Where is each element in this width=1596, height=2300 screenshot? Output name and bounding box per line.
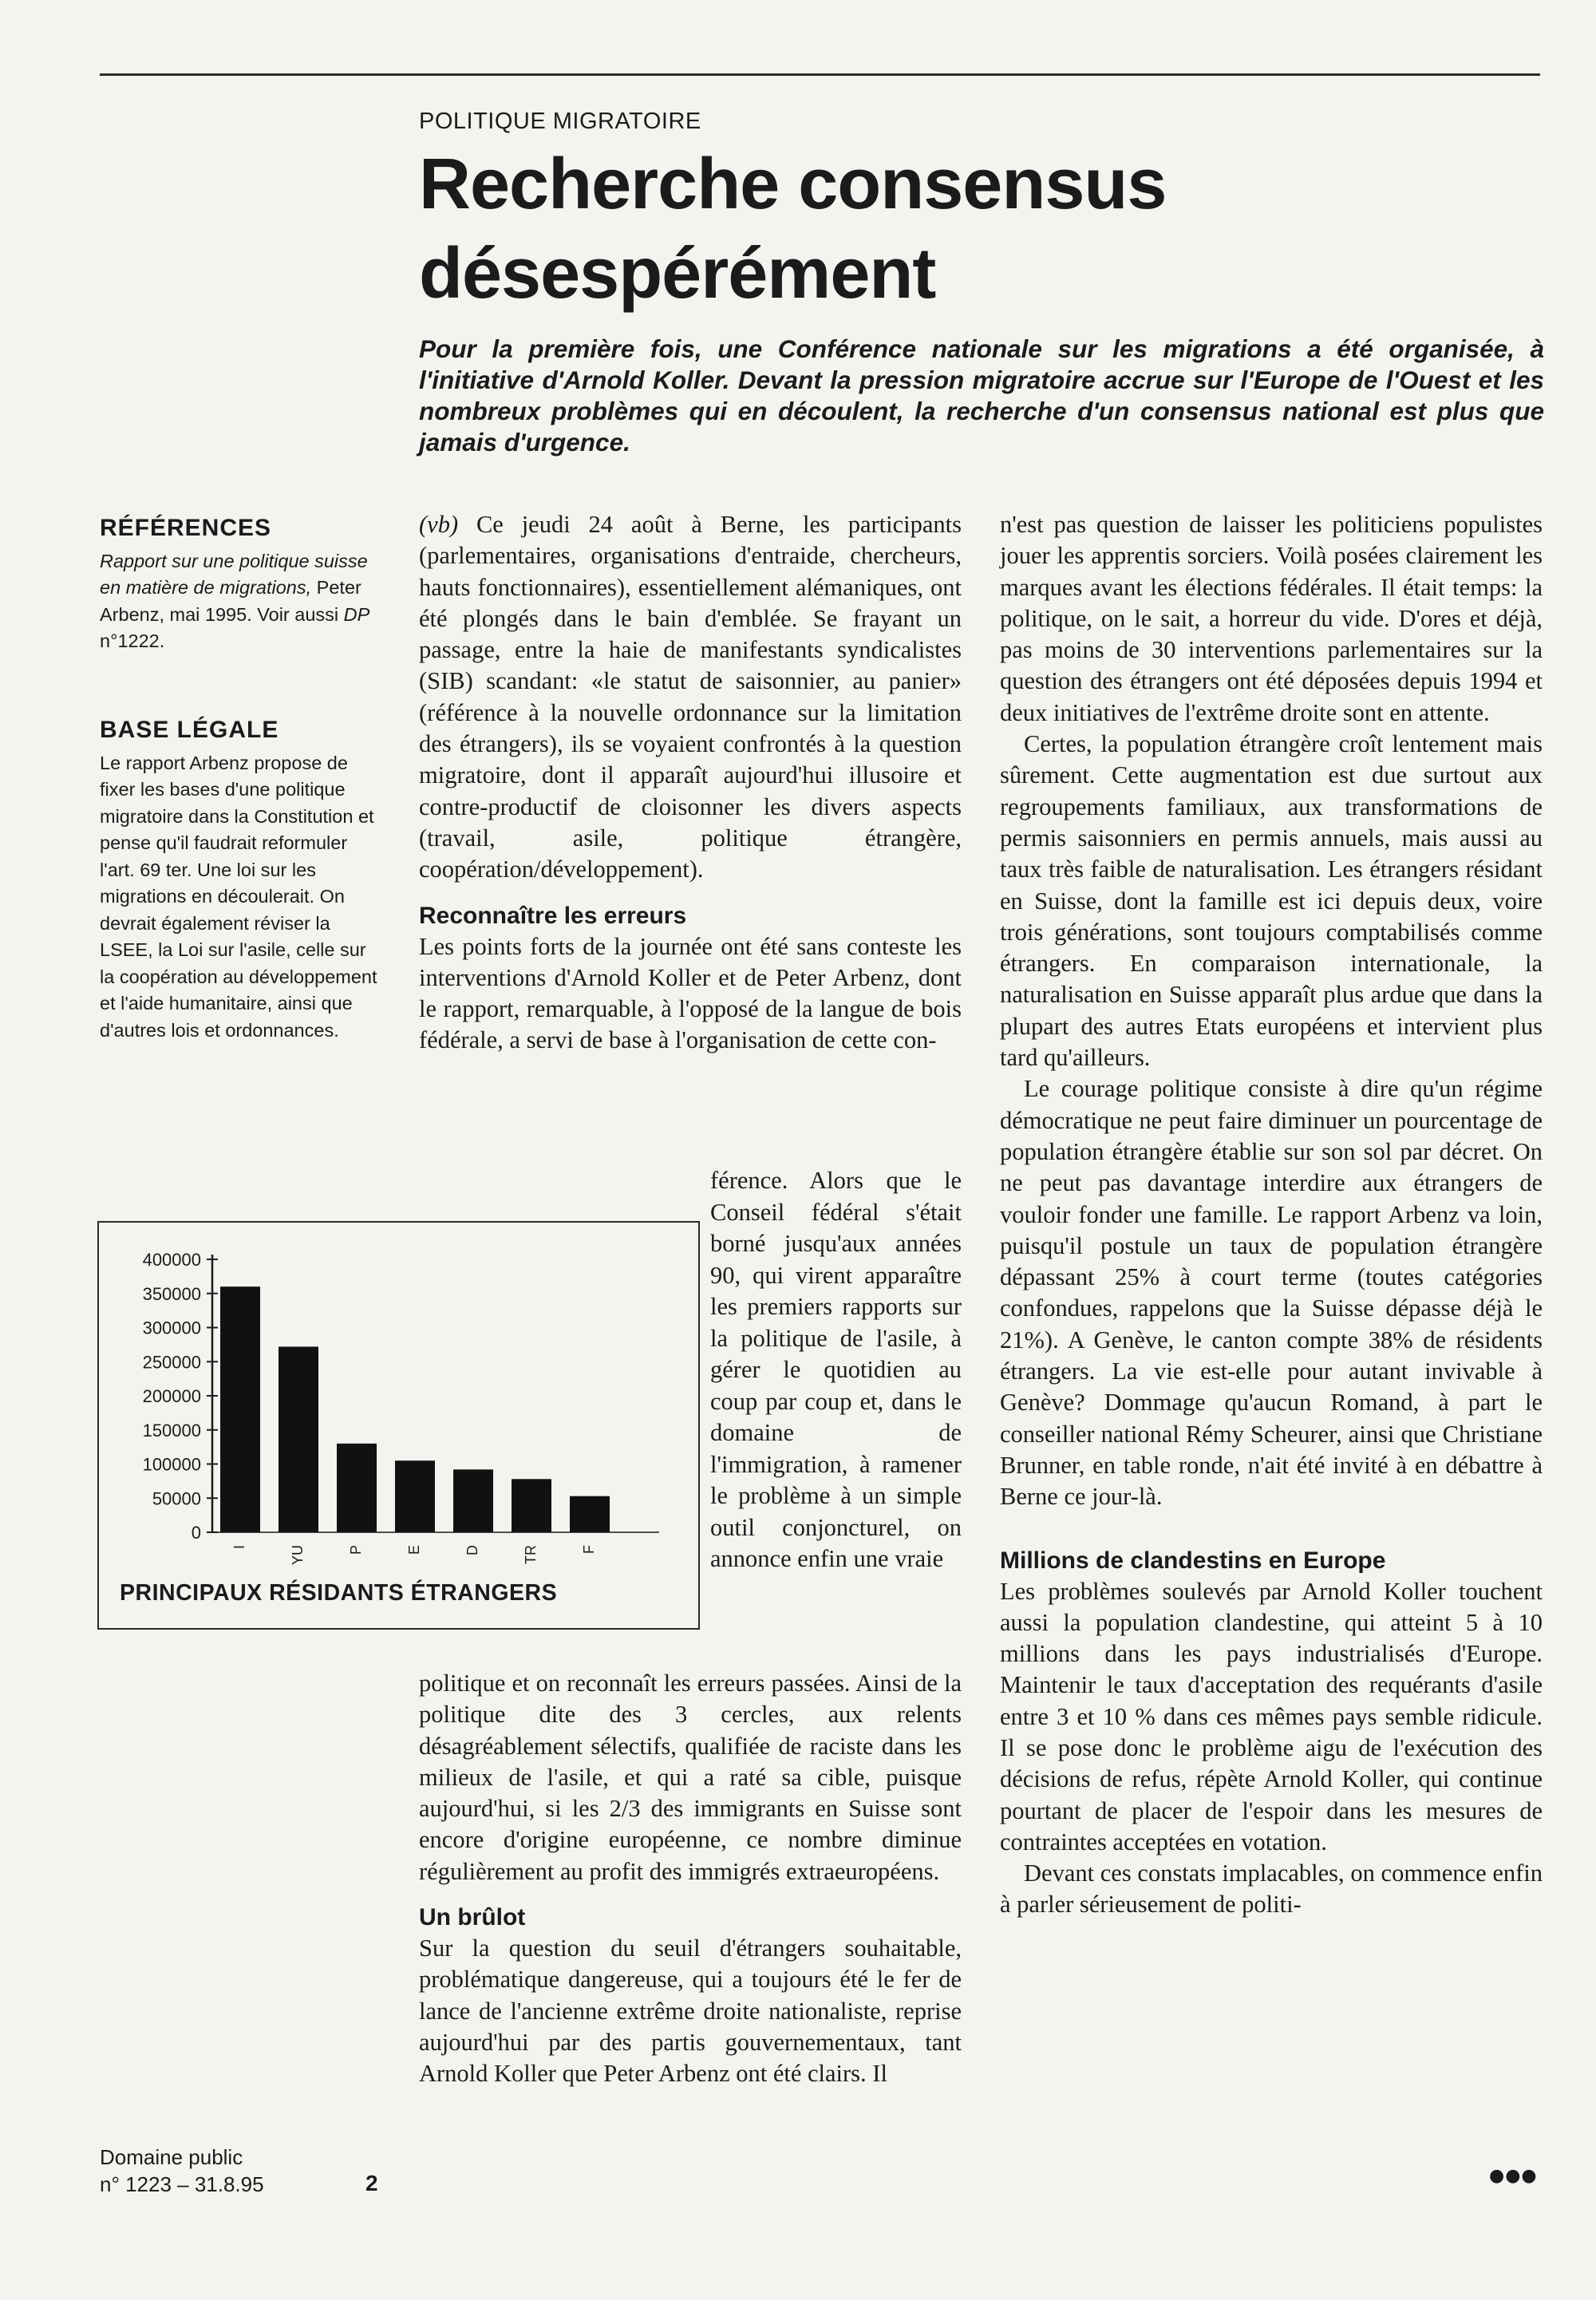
- x-tick-label: I: [231, 1545, 247, 1550]
- y-tick-label: 200000: [142, 1386, 201, 1406]
- y-tick-label: 100000: [142, 1454, 201, 1475]
- x-tick-label: F: [580, 1545, 597, 1554]
- top-rule: [100, 73, 1540, 76]
- bar: [453, 1469, 493, 1532]
- x-tick-label: E: [405, 1545, 422, 1555]
- references-text: Rapport sur une politique suisse en matière de migrations, Peter Arbenz, mai 1995. Voir aussi DP n°1222.: [100, 550, 370, 651]
- issue-number: n° 1223 – 31.8.95: [100, 2172, 264, 2196]
- x-tick-label: D: [464, 1545, 480, 1555]
- paragraph: Les problèmes soulevés par Arnold Koller touchent aussi la population clandestine, qui atteint 5 à 10 millions dans les pays industrialisés d'Europe. Maintenir le taux d'acceptation des requérants d'asile entre 3 et 10 % dans ces mêmes pays semble ridicule. Il se pose donc le problème aigu de l'exécution des décisions de refus, répète Arnold Koller, qui continue pourtant de placer de l'espoir dans les mesures de contraintes acceptées en votation.: [1000, 1577, 1543, 1855]
- sidebar-references: [100, 515, 379, 655]
- sidebar-base-legale: [100, 717, 379, 1044]
- y-tick-label: 300000: [142, 1318, 201, 1338]
- article-lead: Pour la première fois, une Conférence nationale sur les migrations a été organisée, à l'initiative d'Arnold Koller. Devant la pression migratoire accrue sur l'Europe de l'Ouest et les nombreux problèmes qui en découlent, la recherche d'un consensus national est plus que jamais d'urgence.: [419, 334, 1544, 456]
- subheading-brulot: Un brûlot: [419, 1904, 526, 1931]
- bar: [337, 1444, 377, 1532]
- subheading-millions: Millions de clandestins en Europe: [1000, 1547, 1386, 1574]
- publication-name: Domaine public: [100, 2145, 243, 2169]
- article-column-1-narrow: [710, 1165, 962, 1575]
- bar: [220, 1286, 260, 1532]
- continue-mark: ●●●: [1489, 2166, 1538, 2186]
- paragraph: n'est pas question de laisser les politiciens populistes jouer les apprentis sorciers. Voilà posées clairement les marques avant les élections fédérales. Il était temps: la politique, on le sait, a horreur du vide. D'ores et déjà, pas moins de 30 interventions parlementaires sur la question des étrangers ont été déposées depuis 1994 et deux initiatives de l'extrême droite sont en attente.: [1000, 511, 1543, 726]
- bar: [512, 1479, 551, 1532]
- footer-publication: [100, 2144, 264, 2198]
- chart-title: PRINCIPAUX RÉSIDANTS ÉTRANGERS: [120, 1580, 558, 1606]
- paragraph: Le courage politique consiste à dire qu'un régime démocratique ne peut faire diminuer un pourcentage de population étrangère établie sur son sol par décret. On ne peut pas davantage interdire aux étrangers de vouloir fonder une famille. Le rapport Arbenz va loin, puisqu'il postule un taux de population étrangère dépassant 25% à court terme (toutes catégories confondues, rappelons que la Suisse dépasse déjà le 21%). A Genève, le canton compte 38% de résidents étrangers. La vie est-elle pour autant invivable à Genève? Dommage qu'aucun Romand, à part le conseiller national Rémy Scheurer, ainsi que Christiane Brunner, en table ronde, n'ait été invité à en débattre à Berne ce jour-là.: [1000, 1075, 1543, 1511]
- y-tick-label: 250000: [142, 1352, 201, 1373]
- y-tick-label: 50000: [152, 1488, 201, 1509]
- page-number: 2: [365, 2171, 378, 2195]
- paragraph: Devant ces constats implacables, on commence enfin à parler sérieusement de politi-: [1000, 1859, 1543, 1919]
- paragraph: férence. Alors que le Conseil fédéral s'était borné jusqu'aux années 90, qui virent apparaître les premiers rapports sur la politique de l'asile, à gérer le quotidien au coup par coup et, dans le domaine de l'immigration, à ramener le problème à un simple outil conjoncturel, on annonce enfin une vraie: [710, 1167, 962, 1572]
- chart-box: [97, 1221, 700, 1630]
- bar-chart: [99, 1223, 701, 1574]
- x-tick-label: P: [347, 1545, 364, 1555]
- paragraph: Certes, la population étrangère croît lentement mais sûrement. Cette augmentation est due surtout aux regroupements familiaux, aux transformations de permis saisonniers en permis annuels, mais aussi au taux très faible de naturalisation. Les étrangers résidant en Suisse, dont la famille est ici depuis deux, voire trois générations, sont toujours comptabilisés comme étrangers. En comparaison internationale, la naturalisation en Suisse apparaît plus ardue que dans la plupart des autres Etats européens et intervient plus tard qu'ailleurs.: [1000, 730, 1543, 1072]
- title-line-2: désespérément: [419, 234, 936, 314]
- y-tick-label: 350000: [142, 1283, 201, 1304]
- y-tick-label: 0: [191, 1523, 201, 1543]
- y-tick-label: 400000: [142, 1250, 201, 1270]
- x-tick-label: TR: [522, 1545, 539, 1564]
- article-column-2: [1000, 509, 1543, 1921]
- article-column-1-top: [419, 509, 962, 1057]
- subheading-reconnaitre: Reconnaître les erreurs: [419, 902, 687, 929]
- bar: [395, 1460, 435, 1532]
- title-line-1: Recherche consensus: [419, 144, 1167, 224]
- y-tick-label: 150000: [142, 1420, 201, 1440]
- paragraph: (vb) Ce jeudi 24 août à Berne, les participants (parlementaires, organisations d'entraide, chercheurs, hauts fonctionnaires), essentiellement alémaniques, ont été plongés dans le bain d'emblée. Se frayant un passage, entre la haie de manifestants syndicalistes (SIB) scandant: «le statut de saisonnier, au panier» (référence à la nouvelle ordonnance sur la limitation des étrangers), ils se voyaient confrontés à la question migratoire, dont il apparaît aujourd'hui illusoire et contre-productif de cloisonner les divers aspects (travail, asile, politique étrangère, coopération/développement).: [419, 511, 962, 883]
- paragraph: Sur la question du seuil d'étrangers souhaitable, problématique dangereuse, qui a toujours été le fer de lance de l'ancienne extrême droite nationaliste, reprise aujourd'hui par des partis gouvernementaux, tant Arnold Koller que Peter Arbenz ont été clairs. Il: [419, 1934, 962, 2088]
- base-legale-text: Le rapport Arbenz propose de fixer les bases d'une politique migratoire dans la Constitution et pense qu'il faudrait reformuler l'art. 69 ter. Une loi sur les migrations en découlerait. On devrait également réviser la LSEE, la Loi sur l'asile, celle sur la coopération au développement et l'aide humanitaire, ainsi que d'autres lois et ordonnances.: [100, 752, 377, 1041]
- base-legale-heading: BASE LÉGALE: [100, 717, 279, 743]
- section-rubric: POLITIQUE MIGRATOIRE: [419, 109, 701, 134]
- article-title: [419, 140, 1456, 318]
- x-tick-label: YU: [289, 1545, 306, 1566]
- paragraph: politique et on reconnaît les erreurs passées. Ainsi de la politique dite des 3 cercles, aux relents désagréablement sélectifs, qualifiée de raciste dans les milieux de l'asile, et qui a raté sa cible, puisque aujourd'hui, si les 2/3 des immigrants en Suisse sont encore d'origine européenne, ce nombre diminue régulièrement au profit des immigrés extraeuropéens.: [419, 1670, 962, 1885]
- bar: [279, 1346, 318, 1532]
- references-heading: RÉFÉRENCES: [100, 515, 272, 541]
- paragraph: Les points forts de la journée ont été sans conteste les interventions d'Arnold Koller et de Peter Arbenz, dont le rapport, remarquable, à l'opposé de la langue de bois fédérale, a servi de base à l'organisation de cette con-: [419, 932, 962, 1054]
- bar: [570, 1496, 610, 1532]
- article-column-1-bottom: [419, 1668, 962, 2090]
